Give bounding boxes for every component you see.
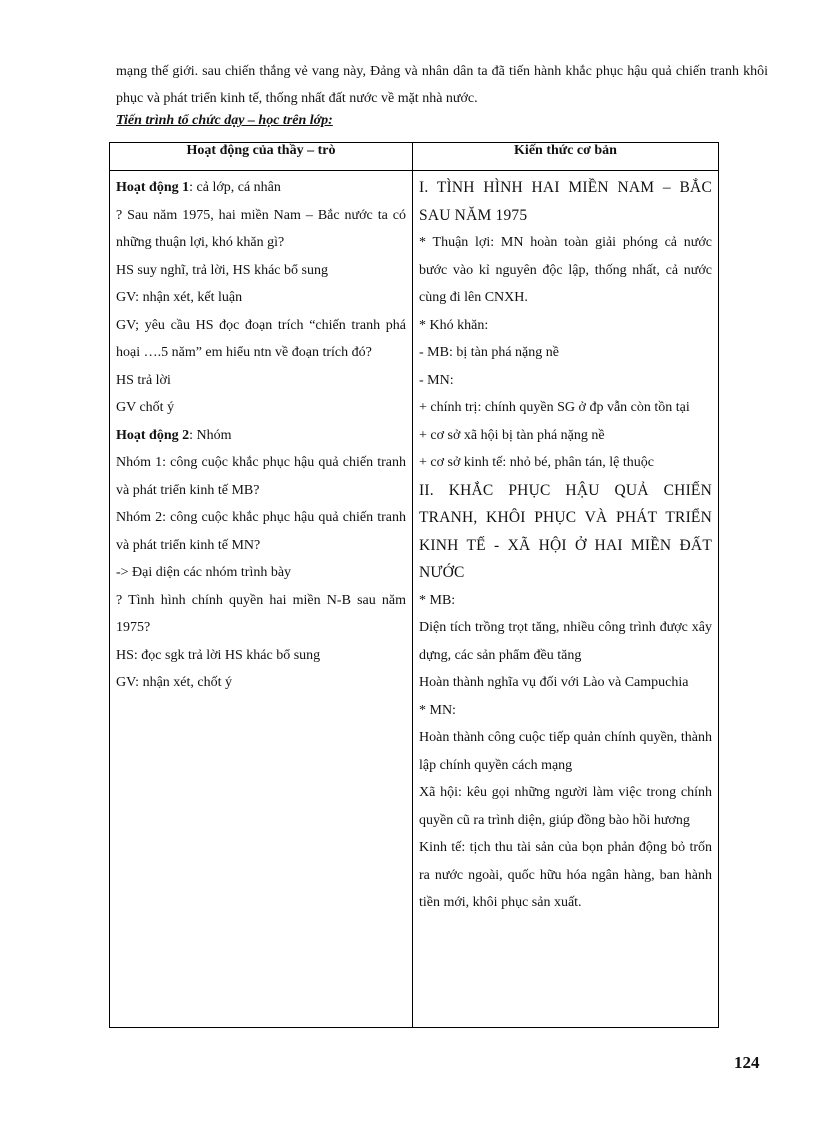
activity-line bbox=[116, 394, 406, 422]
activity-text: : cả lớp, cá nhân bbox=[189, 180, 281, 195]
activity-line bbox=[116, 257, 406, 285]
activity-line bbox=[116, 312, 406, 367]
activity-text: ? Sau năm 1975, hai miền Nam – Bắc nước ta có những thuận lợi, khó khăn gì? bbox=[116, 207, 406, 250]
knowledge-line: + chính trị: chính quyền SG ở đp vẫn còn tồn tại bbox=[419, 400, 690, 415]
activity-line bbox=[116, 669, 406, 697]
knowledge-line: Hoàn thành nghĩa vụ đối với Lào và Campuchia bbox=[419, 675, 689, 690]
activity-label: Hoạt động 1 bbox=[116, 180, 190, 195]
knowledge-line: Xã hội: kêu gọi những người làm việc trong chính quyền cũ ra trình diện, giúp đồng bào hồi hương bbox=[419, 785, 712, 828]
knowledge-line: * MN: bbox=[419, 702, 456, 718]
activity-text: GV: nhận xét, chốt ý bbox=[116, 675, 232, 690]
activity-text: Nhóm 2: công cuộc khắc phục hậu quả chiến tranh và phát triển kinh tế MN? bbox=[116, 510, 406, 553]
table-header-row bbox=[110, 143, 719, 171]
activity-text: HS: đọc sgk trả lời HS khác bổ sung bbox=[116, 647, 321, 663]
knowledge-line: * Thuận lợi: MN hoàn toàn giải phóng cả nước bước vào kỉ nguyên độc lập, thống nhất, cả nước cùng đi lên CNXH. bbox=[419, 235, 712, 305]
knowledge-section-heading: II. KHẮC PHỤC HẬU QUẢ CHIẾN TRANH, KHÔI PHỤC VÀ PHÁT TRIỂN KINH TẾ - XÃ HỘI Ở HAI MIỀN ĐẤT NƯỚC bbox=[419, 481, 712, 581]
activity-text: ? Tình hình chính quyền hai miền N-B sau năm 1975? bbox=[116, 592, 406, 635]
page-number: 124 bbox=[734, 1053, 760, 1072]
activity-text: GV chốt ý bbox=[116, 400, 175, 415]
activity-text: HS suy nghĩ, trả lời, HS khác bổ sung bbox=[116, 262, 328, 278]
activity-line bbox=[116, 202, 406, 257]
knowledge-line: - MB: bị tàn phá nặng nề bbox=[419, 345, 559, 360]
table-content-row bbox=[110, 171, 719, 1028]
intro-text: mạng thế giới. sau chiến thắng vẻ vang này, Đảng và nhân dân ta đã tiến hành khắc phục hậu quả chiến tranh khôi phục và phát triển kinh tế, thống nhất đất nước về mặt nhà nước. bbox=[116, 64, 768, 106]
knowledge-line: Diện tích trồng trọt tăng, nhiều công trình được xây dựng, các sản phẩm đều tăng bbox=[419, 620, 712, 663]
activity-label: Hoạt động 2 bbox=[116, 427, 190, 443]
knowledge-line: Hoàn thành công cuộc tiếp quản chính quyền, thành lập chính quyền cách mạng bbox=[419, 730, 712, 773]
header-teacher-student-activities: Hoạt động của thầy – trò bbox=[110, 143, 413, 171]
activity-line bbox=[116, 367, 406, 395]
activity-text: : Nhóm bbox=[189, 427, 232, 443]
knowledge-section-heading: I. TÌNH HÌNH HAI MIỀN NAM – BẮC SAU NĂM 1975 bbox=[419, 179, 712, 224]
activity-text: Nhóm 1: công cuộc khắc phục hậu quả chiến tranh và phát triển kinh tế MB? bbox=[116, 455, 406, 498]
knowledge-line: + cơ sở kinh tế: nhỏ bé, phân tán, lệ thuộc bbox=[419, 455, 654, 470]
activity-line bbox=[116, 587, 406, 642]
intro-paragraph bbox=[116, 58, 768, 112]
activities-list bbox=[110, 171, 412, 697]
header-basic-knowledge: Kiến thức cơ bản bbox=[413, 143, 719, 171]
knowledge-line: * MB: bbox=[419, 592, 456, 608]
activity-line bbox=[116, 422, 406, 450]
activity-text: GV: nhận xét, kết luận bbox=[116, 290, 243, 305]
activity-line bbox=[116, 284, 406, 312]
activity-line bbox=[116, 642, 406, 670]
knowledge-cell bbox=[413, 171, 719, 1028]
activity-line bbox=[116, 559, 406, 587]
activity-line bbox=[116, 504, 406, 559]
knowledge-line: Kinh tế: tịch thu tài sản của bọn phản động bỏ trốn ra nước ngoài, quốc hữu hóa ngân hàng, ban hành tiền mới, khôi phục sản xuất. bbox=[419, 840, 712, 910]
knowledge-line: * Khó khăn: bbox=[419, 317, 489, 333]
knowledge-line: + cơ sở xã hội bị tàn phá nặng nề bbox=[419, 427, 605, 443]
activity-line bbox=[116, 174, 406, 202]
knowledge-line: - MN: bbox=[419, 372, 454, 388]
activity-line bbox=[116, 449, 406, 504]
activity-text: GV; yêu cầu HS đọc đoạn trích “chiến tranh phá hoại ….5 năm” em hiểu ntn về đoạn trích đó? bbox=[116, 317, 406, 360]
activities-cell bbox=[110, 171, 413, 1028]
knowledge-list bbox=[413, 171, 718, 917]
lesson-table bbox=[109, 142, 719, 1028]
activity-text: -> Đại diện các nhóm trình bày bbox=[116, 565, 292, 580]
section-title: Tiến trình tổ chức dạy – học trên lớp: bbox=[116, 113, 333, 128]
activity-text: HS trả lời bbox=[116, 372, 171, 388]
